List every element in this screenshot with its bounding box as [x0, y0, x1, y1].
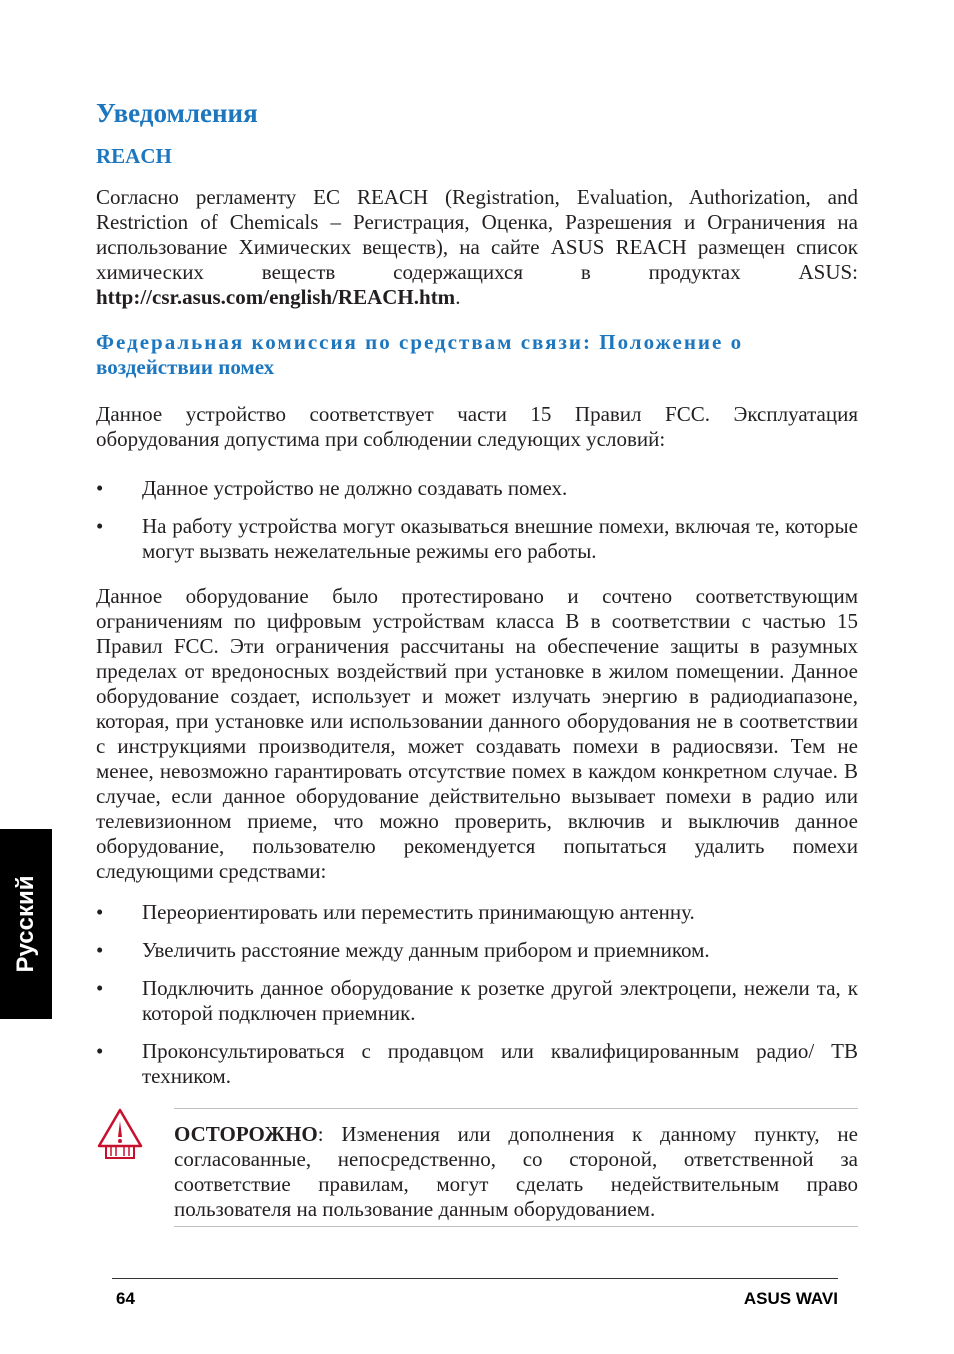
list-item-text: На работу устройства могут оказываться внешние помехи, включая те, которые могут вызвать нежелательные режимы его работы. [142, 514, 858, 563]
caution-body: : Изменения или дополнения к данному пункту, не согласованные, непосредственно, со стороной, ответственной за соответствие правилам, могут сделать недействительным право пользователя на пользование данным оборудованием. [174, 1122, 858, 1221]
footer-divider [112, 1278, 838, 1279]
page-title: Уведомления [96, 98, 258, 128]
language-tab [0, 829, 52, 1019]
list-item-text: Переориентировать или переместить принимающую антенну. [142, 900, 695, 924]
reach-text: Согласно регламенту ЕС REACH (Registration, Evaluation, Authorization, and Restriction of Chemicals – Регистрация, Оценка, Разрешения и Ограничения на использование Химических веществ), на сайте ASUS REACH размещен список химических веществ содержащихся в продуктах ASUS: [96, 185, 858, 284]
caution-text [174, 1122, 858, 1222]
reach-heading: REACH [96, 144, 172, 168]
fcc-heading-line1: Федеральная комиссия по средствам связи: Положение о [96, 330, 744, 354]
language-tab-label: Русский [12, 875, 39, 973]
reach-link[interactable]: http://csr.asus.com/english/REACH.htm [96, 285, 456, 309]
list-item-text: Проконсультироваться с продавцом или квалифицированным радио/ ТВ техником. [142, 1039, 858, 1088]
bullet: • [96, 476, 104, 500]
fcc-conditions-list [96, 476, 858, 564]
reach-end: . [455, 285, 461, 309]
list-item [96, 900, 858, 925]
fcc-intro: Данное устройство соответствует части 15 Правил FCC. Эксплуатация оборудования допустима при соблюдении следующих условий: [96, 402, 858, 451]
caution-divider-bottom [174, 1226, 858, 1227]
bullet: • [96, 514, 104, 538]
page-number: 64 [116, 1289, 135, 1308]
product-name: ASUS WAVI [743, 1289, 838, 1308]
reach-paragraph [96, 185, 858, 310]
list-item [96, 938, 858, 963]
bullet: • [96, 900, 104, 924]
bullet: • [96, 976, 104, 1000]
fcc-remedies-list [96, 900, 858, 1089]
list-item-text: Увеличить расстояние между данным прибором и приемником. [142, 938, 710, 962]
list-item-text: Данное устройство не должно создавать помех. [142, 476, 568, 500]
caution-box [96, 1106, 858, 1228]
fcc-body: Данное оборудование было протестировано и сочтено соответствующим ограничениям по цифровым устройствам класса В в соответствии с частью 15 Правил FCC. Эти ограничения рассчитаны на обеспечение защиты в разумных пределах от вредоносных воздействий при установке в жилом помещении. Данное оборудование создает, использует и может излучать энергию в радиодиапазоне, которая, при установке или использовании данного оборудования не в соответствии с инструкциями производителя, может создавать помехи в радиосвязи. Тем не менее, невозможно гарантировать отсутствие помех в каждом конкретном случае. В случае, если данное оборудование действительно вызывает помехи в радио или телевизионном приеме, что можно проверить, включив и выключив данное оборудование, пользователю рекомендуется попытаться удалить помехи следующими средствами: [96, 584, 858, 883]
bullet: • [96, 938, 104, 962]
list-item [96, 514, 858, 564]
list-item [96, 976, 858, 1026]
caution-label: ОСТОРОЖНО [174, 1122, 318, 1146]
fcc-heading [96, 330, 858, 380]
list-item [96, 476, 858, 501]
caution-divider-top [174, 1108, 858, 1109]
bullet: • [96, 1039, 104, 1063]
list-item-text: Подключить данное оборудование к розетке другой электроцепи, нежели та, к которой подключен приемник. [142, 976, 858, 1025]
page-content [96, 96, 858, 1089]
list-item [96, 1039, 858, 1089]
fcc-heading-line2: воздействии помех [96, 355, 275, 379]
warning-hand-icon [96, 1106, 144, 1164]
